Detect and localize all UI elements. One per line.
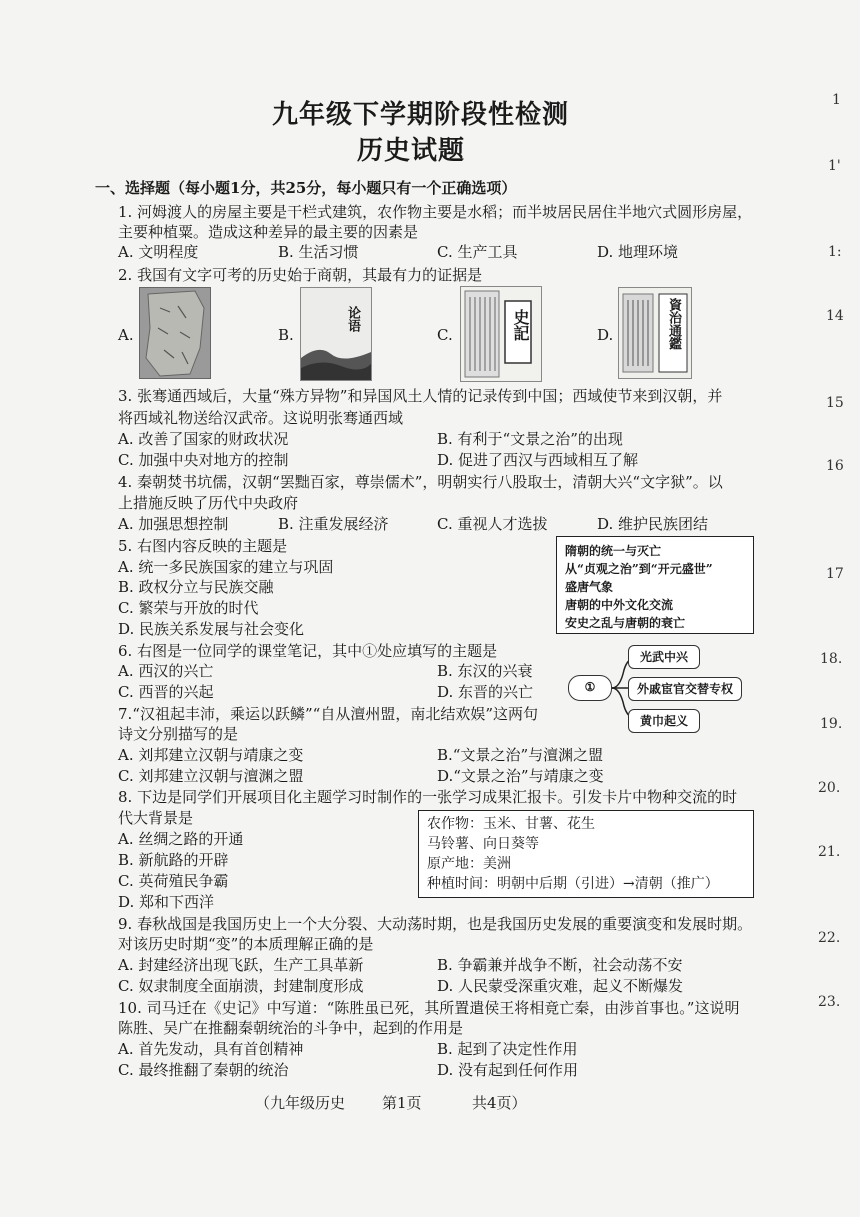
question-10-option-c: C. 最终推翻了秦朝的统治 bbox=[118, 1061, 289, 1079]
question-8-text-1: 8. 下边是同学们开展项目化主题学习时制作的一张学习成果汇报卡。引发卡片中物种交流的时 bbox=[118, 788, 738, 806]
question-6-option-b: B. 东汉的兴衰 bbox=[437, 662, 533, 680]
question-7-option-d: D.“文景之治”与靖康之变 bbox=[437, 767, 604, 785]
mindmap-branch-label: 黄巾起义 bbox=[639, 714, 688, 728]
question-3-text-2: 将西域礼物送给汉武帝。这说明张骞通西域 bbox=[118, 409, 404, 427]
question-3-option-b: B. 有利于“文景之治”的出现 bbox=[437, 430, 623, 448]
question-1-option-d: D. 地理环境 bbox=[597, 243, 679, 261]
question-2-option-d: D. bbox=[597, 326, 614, 344]
mindmap-center-label: ① bbox=[584, 680, 596, 694]
question-6-option-d: D. 东晋的兴亡 bbox=[437, 683, 534, 701]
question-4-text-1: 4. 秦朝焚书坑儒，汉朝“罢黜百家，尊崇儒术”，明朝实行八股取士，清朝大兴“文字狱”。以 bbox=[118, 473, 723, 491]
shiji-book-title: 史記 bbox=[511, 309, 530, 341]
question-6-option-c: C. 西晋的兴起 bbox=[118, 683, 214, 701]
question-6-option-a: A. 西汉的兴亡 bbox=[118, 662, 214, 680]
question-4-option-a: A. 加强思想控制 bbox=[118, 515, 229, 533]
question-3-text-1: 3. 张骞通西域后，大量“殊方异物”和异国风土人情的记录传到中国；西域使节来到汉朝，并 bbox=[118, 387, 723, 405]
question-1-text-1: 1. 河姆渡人的房屋主要是干栏式建筑，农作物主要是水稻；而半坡居民居住半地穴式圆形房屋， bbox=[118, 203, 753, 221]
footer-total: 共4页） bbox=[472, 1094, 527, 1112]
margin-number: 21. bbox=[818, 844, 841, 860]
question-5-option-a: A. 统一多民族国家的建立与巩固 bbox=[118, 558, 334, 576]
question-10-option-b: B. 起到了决定性作用 bbox=[437, 1040, 578, 1058]
question-1-text-2: 主要种植粟。造成这种差异的最主要的因素是 bbox=[118, 223, 419, 241]
question-9-option-c: C. 奴隶制度全面崩溃，封建制度形成 bbox=[118, 977, 364, 995]
shiji-book-image bbox=[460, 286, 542, 382]
margin-number: 18. bbox=[820, 651, 843, 667]
question-10-option-a: A. 首先发动，具有首创精神 bbox=[118, 1040, 304, 1058]
mindmap-branch-node bbox=[628, 709, 700, 733]
page-subtitle: 历史试题 bbox=[357, 136, 466, 166]
mindmap-branch-node bbox=[628, 677, 742, 701]
question-7-option-c: C. 刘邦建立汉朝与澶渊之盟 bbox=[118, 767, 304, 785]
zizhi-tongjian-book-image bbox=[618, 287, 692, 379]
page-title: 九年级下学期阶段性检测 bbox=[272, 100, 570, 130]
analects-book-title: 论语 bbox=[345, 306, 360, 332]
topic-box-item: 隋朝的统一与灭亡 bbox=[565, 544, 662, 558]
margin-number: 15 bbox=[826, 395, 844, 411]
margin-number: 17 bbox=[826, 566, 844, 582]
question-7-option-a: A. 刘邦建立汉朝与靖康之变 bbox=[118, 746, 304, 764]
oracle-bone-image bbox=[139, 287, 211, 379]
question-8-option-b: B. 新航路的开辟 bbox=[118, 851, 229, 869]
question-10-option-d: D. 没有起到任何作用 bbox=[437, 1061, 579, 1079]
question-5-option-c: C. 繁荣与开放的时代 bbox=[118, 599, 259, 617]
question-5-option-b: B. 政权分立与民族交融 bbox=[118, 578, 274, 596]
report-card-line: 马铃薯、向日葵等 bbox=[427, 836, 539, 852]
mindmap-branch-node bbox=[628, 645, 700, 669]
question-8-option-a: A. 丝绸之路的开通 bbox=[118, 830, 244, 848]
question-3-option-d: D. 促进了西汉与西域相互了解 bbox=[437, 451, 639, 469]
section-heading: 一、选择题（每小题1分，共25分，每小题只有一个正确选项） bbox=[95, 179, 517, 197]
question-9-option-d: D. 人民蒙受深重灾难，起义不断爆发 bbox=[437, 977, 684, 995]
question-9-text-2: 对该历史时期“变”的本质理解正确的是 bbox=[118, 935, 374, 953]
margin-number: 22. bbox=[818, 930, 841, 946]
margin-number: 19. bbox=[820, 716, 843, 732]
question-7-text-2: 诗文分别描写的是 bbox=[118, 725, 239, 743]
footer-page: 第1页 bbox=[382, 1094, 422, 1112]
question-3-option-a: A. 改善了国家的财政状况 bbox=[118, 430, 289, 448]
question-9-option-b: B. 争霸兼并战争不断，社会动荡不安 bbox=[437, 956, 683, 974]
report-card-line: 种植时间：明朝中后期（引进）→清朝（推广） bbox=[427, 876, 719, 892]
margin-number: 1: bbox=[828, 244, 842, 260]
question-8-option-c: C. 英荷殖民争霸 bbox=[118, 872, 229, 890]
zizhi-tongjian-book-title: 資治通鑑 bbox=[666, 298, 681, 350]
margin-number: 1' bbox=[828, 158, 841, 174]
question-3-option-c: C. 加强中央对地方的控制 bbox=[118, 451, 289, 469]
question-4-option-c: C. 重视人才选拔 bbox=[437, 515, 548, 533]
mindmap-branch-label: 外戚宦官交替专权 bbox=[636, 682, 733, 696]
question-10-text-2: 陈胜、吴广在推翻秦朝统治的斗争中，起到的作用是 bbox=[118, 1019, 464, 1037]
question-6-text: 6. 右图是一位同学的课堂笔记，其中①处应填写的主题是 bbox=[118, 642, 498, 660]
margin-number: 16 bbox=[826, 458, 844, 474]
question-4-option-d: D. 维护民族团结 bbox=[597, 515, 709, 533]
footer-course: （九年级历史 bbox=[255, 1094, 346, 1112]
question-8-text-2: 代大背景是 bbox=[118, 809, 194, 827]
question-5-option-d: D. 民族关系发展与社会变化 bbox=[118, 620, 305, 638]
mindmap-center-node bbox=[568, 675, 612, 701]
question-1-option-b: B. 生活习惯 bbox=[278, 243, 359, 261]
question-2-option-a: A. bbox=[118, 326, 134, 344]
question-8-option-d: D. 郑和下西洋 bbox=[118, 893, 215, 911]
question-1-option-c: C. 生产工具 bbox=[437, 243, 518, 261]
question-4-text-2: 上措施反映了历代中央政府 bbox=[118, 494, 299, 512]
question-7-option-b: B.“文景之治”与澶渊之盟 bbox=[437, 746, 604, 764]
question-2-option-b: B. bbox=[278, 326, 294, 344]
topic-box-item: 从“贞观之治”到“开元盛世” bbox=[565, 562, 713, 576]
margin-number: 1 bbox=[832, 92, 841, 108]
question-7-text-1: 7.“汉祖起丰沛，乘运以跃鳞”“自从澶州盟，南北结欢娱”这两句 bbox=[118, 705, 538, 723]
question-5-text: 5. 右图内容反映的主题是 bbox=[118, 537, 288, 555]
question-10-text-1: 10. 司马迁在《史记》中写道：“陈胜虽已死，其所置遣侯王将相竟亡秦，由涉首事也。”这说明 bbox=[118, 999, 740, 1017]
topic-box-item: 唐朝的中外文化交流 bbox=[565, 598, 674, 612]
margin-number: 20. bbox=[818, 780, 841, 796]
mindmap-branch-label: 光武中兴 bbox=[639, 650, 688, 664]
margin-number: 14 bbox=[826, 308, 844, 324]
question-9-text-1: 9. 春秋战国是我国历史上一个大分裂、大动荡时期，也是我国历史发展的重要演变和发展时期。 bbox=[118, 915, 753, 933]
question-9-option-a: A. 封建经济出现飞跃，生产工具革新 bbox=[118, 956, 364, 974]
question-2-text: 2. 我国有文字可考的历史始于商朝，其最有力的证据是 bbox=[118, 266, 483, 284]
topic-box-item: 安史之乱与唐朝的衰亡 bbox=[565, 616, 686, 630]
analects-book-image bbox=[300, 287, 372, 381]
report-card-line: 原产地：美洲 bbox=[427, 856, 511, 872]
question-4-option-b: B. 注重发展经济 bbox=[278, 515, 389, 533]
report-card-line: 农作物：玉米、甘薯、花生 bbox=[427, 816, 595, 832]
question-5-topic-box bbox=[556, 536, 754, 634]
question-1-option-a: A. 文明程度 bbox=[118, 243, 199, 261]
topic-box-item: 盛唐气象 bbox=[565, 580, 614, 594]
question-8-report-card bbox=[418, 810, 754, 898]
question-2-option-c: C. bbox=[437, 326, 453, 344]
margin-number: 23. bbox=[818, 994, 841, 1010]
